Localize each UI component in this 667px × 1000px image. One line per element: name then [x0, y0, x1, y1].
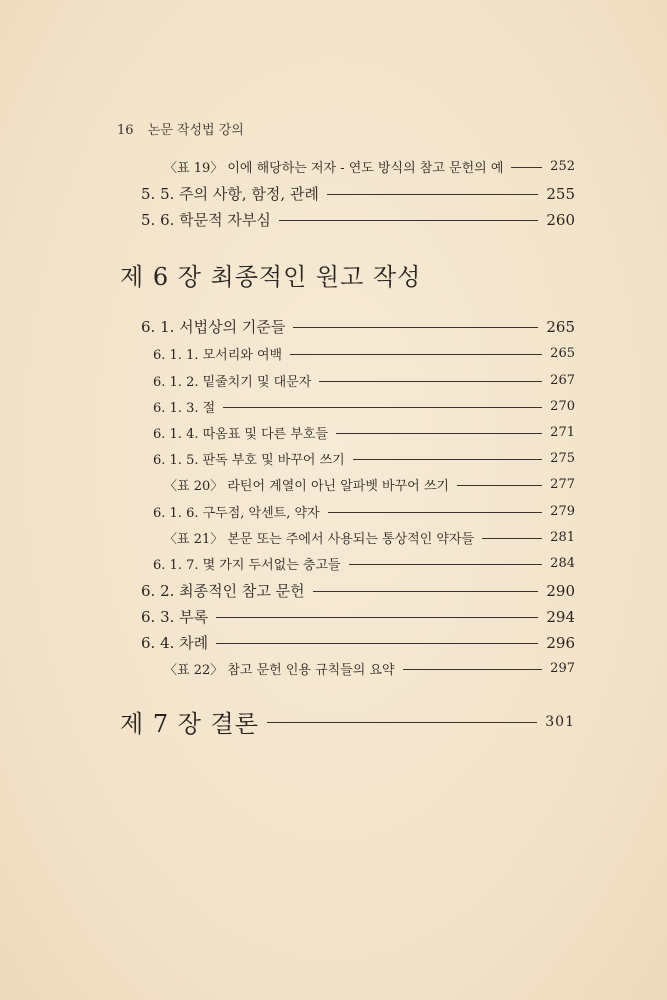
toc-entry-page: 296 — [546, 633, 575, 652]
toc-entry-page: 279 — [550, 504, 575, 519]
toc-entry-label: 6. 1. 서법상의 기준들 — [141, 318, 286, 336]
toc-entry-label: 6. 1. 6. 구두점, 악센트, 약자 — [153, 506, 320, 521]
toc-leader-line — [511, 167, 542, 168]
toc-entry-label: 〈표 21〉 본문 또는 주에서 사용되는 통상적인 약자들 — [164, 532, 475, 547]
toc-leader-line — [353, 459, 542, 460]
toc-leader-line — [457, 485, 542, 486]
toc-entry-6-1-7[interactable] — [153, 554, 575, 573]
toc-entry-label: 6. 1. 1. 모서리와 여백 — [153, 348, 283, 363]
toc-entry-5-6[interactable] — [141, 209, 575, 230]
toc-entry-page: 267 — [550, 373, 575, 388]
toc-entry-5-5[interactable] — [141, 183, 575, 204]
toc-entry-label: 6. 1. 2. 밑줄치기 및 대문자 — [153, 375, 312, 390]
toc-entry-label: 〈표 22〉 참고 문헌 인용 규칙들의 요약 — [164, 663, 395, 678]
toc-entry-table-22[interactable] — [164, 659, 575, 678]
toc-entry-label: 6. 1. 7. 몇 가지 두서없는 충고들 — [153, 558, 341, 573]
toc-entry-6-2[interactable] — [141, 580, 575, 601]
toc-entry-page: 294 — [546, 607, 575, 626]
toc-entry-6-1-5[interactable] — [153, 449, 575, 468]
toc-entry-table-19[interactable] — [164, 157, 575, 176]
running-title: 논문 작성법 강의 — [147, 123, 244, 138]
toc-entry-page: 281 — [550, 530, 575, 545]
toc-entry-label: 6. 1. 5. 판독 부호 및 바꾸어 쓰기 — [153, 453, 345, 468]
toc-leader-line — [403, 669, 543, 670]
toc-entry-label: 6. 3. 부록 — [141, 608, 209, 626]
toc-entry-label: 6. 1. 3. 절 — [153, 401, 216, 416]
toc-entry-label: 6. 4. 차례 — [141, 634, 209, 652]
page-number: 16 — [117, 123, 134, 138]
toc-entry-label: 〈표 20〉 라틴어 계열이 아닌 알파벳 바꾸어 쓰기 — [164, 479, 449, 494]
toc-entry-label: 5. 5. 주의 사항, 함정, 관례 — [141, 185, 319, 203]
toc-entry-6-3[interactable] — [141, 606, 575, 627]
toc-leader-line — [216, 643, 538, 644]
toc-leader-line — [293, 327, 538, 328]
toc-leader-line — [223, 407, 542, 408]
toc-entry-chapter-7[interactable] — [120, 704, 575, 739]
toc-entry-page: 255 — [546, 184, 575, 203]
toc-leader-line — [327, 194, 538, 195]
toc-leader-line — [267, 722, 537, 723]
chapter-7-heading: 제 7 장 결론 — [120, 710, 259, 738]
toc-entry-page: 297 — [550, 661, 575, 676]
toc-entry-6-1[interactable] — [141, 316, 575, 337]
toc-entry-6-4[interactable] — [141, 632, 575, 653]
toc-entry-page: 260 — [546, 210, 575, 229]
toc-leader-line — [328, 512, 543, 513]
toc-entry-6-1-6[interactable] — [153, 502, 575, 521]
toc-entry-page: 290 — [546, 581, 575, 600]
toc-entry-label: 5. 6. 학문적 자부심 — [141, 211, 271, 229]
toc-entry-table-21[interactable] — [164, 528, 575, 547]
toc-entry-page: 301 — [545, 713, 575, 730]
toc-entry-page: 284 — [550, 556, 575, 571]
toc-entry-label: 6. 1. 4. 따옴표 및 다른 부호들 — [153, 427, 329, 442]
toc-entry-6-1-4[interactable] — [153, 423, 575, 442]
page-header — [117, 119, 244, 138]
toc-entry-label: 6. 2. 최종적인 참고 문헌 — [141, 582, 305, 600]
toc-leader-line — [319, 381, 542, 382]
chapter-6-heading[interactable]: 제 6 장 최종적인 원고 작성 — [120, 263, 422, 291]
toc-entry-table-20[interactable] — [164, 475, 575, 494]
toc-entry-page: 277 — [550, 477, 575, 492]
toc-leader-line — [336, 433, 542, 434]
toc-entry-6-1-1[interactable] — [153, 344, 575, 363]
toc-leader-line — [279, 220, 538, 221]
toc-entry-page: 271 — [550, 425, 575, 440]
toc-leader-line — [313, 591, 539, 592]
toc-entry-6-1-2[interactable] — [153, 371, 575, 390]
toc-leader-line — [349, 564, 543, 565]
toc-entry-page: 275 — [550, 451, 575, 466]
toc-entry-page: 252 — [550, 159, 575, 174]
toc-entry-6-1-3[interactable] — [153, 397, 575, 416]
toc-leader-line — [216, 617, 538, 618]
toc-entry-page: 265 — [546, 317, 575, 336]
toc-entry-label: 〈표 19〉 이에 해당하는 저자 - 연도 방식의 참고 문헌의 예 — [164, 161, 504, 176]
toc-entry-page: 265 — [550, 346, 575, 361]
toc-leader-line — [290, 354, 542, 355]
toc-leader-line — [482, 538, 542, 539]
toc-entry-page: 270 — [550, 399, 575, 414]
